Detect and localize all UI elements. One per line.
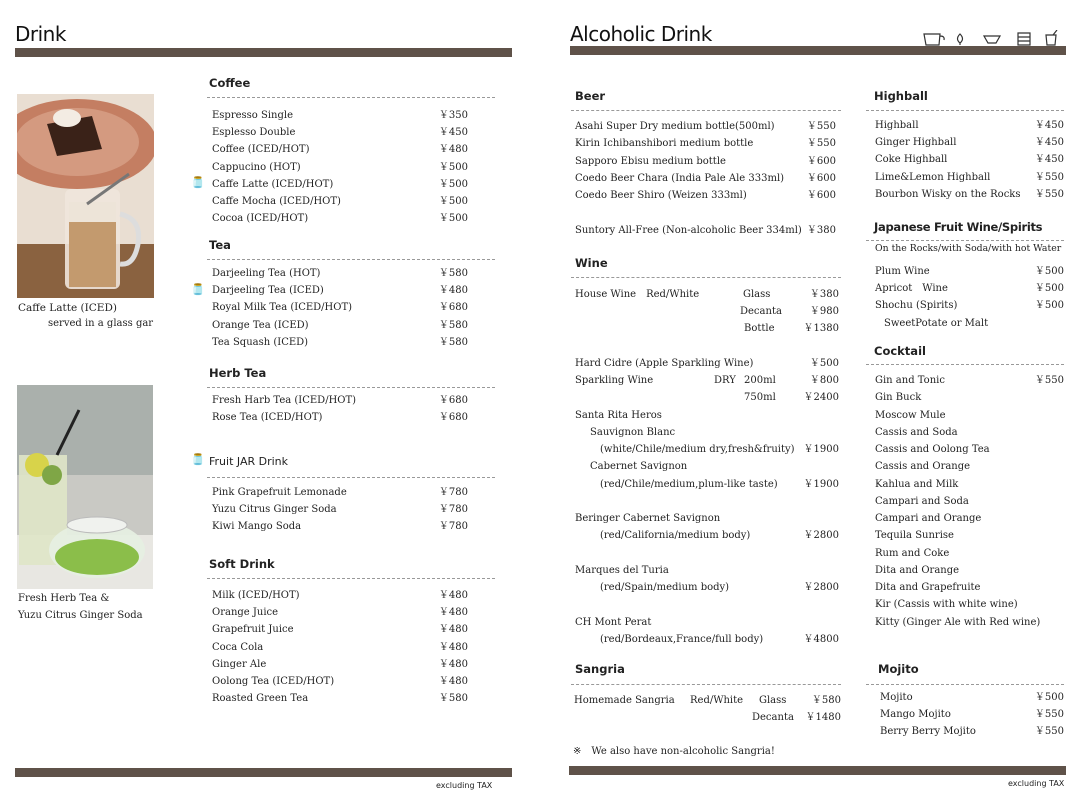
item-price: ￥480 <box>438 285 468 297</box>
herb-caption-line2: Yuzu Citrus Ginger Soda <box>18 610 143 621</box>
menu-row <box>752 695 841 712</box>
menu-row <box>575 225 836 237</box>
item-name: Yuzu Citrus Ginger Soda <box>212 504 337 516</box>
item-price: ￥450 <box>1034 137 1064 149</box>
list-item: Cassis and Oolong Tea <box>875 444 990 455</box>
left-title-bar <box>15 48 512 57</box>
latte-caption-line1: Caffe Latte (ICED) <box>18 302 117 314</box>
sparkling-dry-label: DRY <box>714 375 736 386</box>
item-price: ￥350 <box>438 110 468 121</box>
sangria-note: ※ We also have non-alcoholic Sangria! <box>573 746 775 757</box>
item-name: Kirin Ichibanshibori medium bottle <box>575 138 754 150</box>
item-price: ￥480 <box>438 658 468 670</box>
right-footer-note: excluding TAX <box>1008 779 1065 788</box>
item-size: Decanta <box>752 712 794 724</box>
item-price: ￥780 <box>438 504 468 516</box>
menu-row <box>212 337 468 354</box>
item-price: ￥680 <box>438 395 468 406</box>
menu-row <box>212 110 468 127</box>
highball-heading: Highball <box>874 89 928 103</box>
wine-rule <box>571 277 841 278</box>
item-name: Pink Grapefruit Lemonade <box>212 487 347 498</box>
left-page-title: Drink <box>15 22 66 46</box>
herb-tea-heading: Herb Tea <box>209 366 267 380</box>
item-name: Orange Juice <box>212 607 279 619</box>
menu-row <box>212 144 468 161</box>
left-footer-bar <box>15 768 512 777</box>
item-price: ￥680 <box>438 412 468 424</box>
fruit-wine-note: On the Rocks/with Soda/with hot Water <box>875 243 1062 254</box>
list-item: Dita and Orange <box>875 564 960 576</box>
item-price: ￥500 <box>1034 300 1064 312</box>
cocktail-heading: Cocktail <box>874 344 926 358</box>
item-name: Esplesso Double <box>212 127 296 139</box>
item-price: ￥1900 <box>803 444 839 455</box>
highball-rule <box>866 110 1064 111</box>
item-name: Darjeeling Tea (ICED) <box>212 285 324 297</box>
item-price: ￥550 <box>1034 726 1064 738</box>
menu-row <box>212 412 468 429</box>
menu-row <box>212 268 468 285</box>
list-item: Gin and Tonic <box>875 375 945 386</box>
menu-row <box>212 624 468 641</box>
menu-row <box>575 138 836 155</box>
menu-row <box>212 642 468 659</box>
item-name: Oolong Tea (ICED/HOT) <box>212 675 335 687</box>
item-size: 200ml <box>744 375 776 386</box>
soft-drink-rule <box>207 578 495 579</box>
menu-row <box>212 676 468 693</box>
item-price: ￥800 <box>809 375 839 386</box>
list-item: Kir (Cassis with white wine) <box>875 599 1018 611</box>
menu-row <box>212 395 468 412</box>
menu-row <box>875 120 1064 137</box>
item-name: Caffe Mocha (ICED/HOT) <box>212 195 341 207</box>
fruit-jar-rule <box>207 477 495 478</box>
item-name: Royal Milk Tea (ICED/HOT) <box>212 302 353 314</box>
highball-list <box>875 120 1064 206</box>
menu-row <box>728 323 839 340</box>
sangria-color-label: Red/White <box>690 695 744 706</box>
shochu-sub-note: SweetPotate or Malt <box>884 318 989 329</box>
menu-row <box>575 190 836 207</box>
menu-row <box>212 127 468 144</box>
highball-glass-icon <box>1018 33 1030 45</box>
item-price: ￥500 <box>438 213 468 225</box>
list-item: Dita and Grapefruite <box>875 582 981 593</box>
herb-caption-line1: Fresh Herb Tea & <box>18 593 110 604</box>
item-price: ￥780 <box>438 487 468 498</box>
item-price: ￥1480 <box>805 712 841 724</box>
item-price: ￥1900 <box>803 479 839 490</box>
herb-tea-rule <box>207 387 495 388</box>
menu-row <box>212 659 468 676</box>
menu-row <box>212 196 468 213</box>
item-price: ￥4800 <box>803 634 839 645</box>
item-price: ￥980 <box>809 306 839 318</box>
item-price: ￥580 <box>811 695 841 706</box>
list-item: Rum and Coke <box>875 547 950 559</box>
list-item: Cassis and Soda <box>875 426 958 438</box>
house-wine-label: House Wine Red/White <box>575 289 700 300</box>
item-name: Rose Tea (ICED/HOT) <box>212 412 323 424</box>
menu-row <box>212 320 468 337</box>
item-name: Roasted Green Tea <box>212 693 309 705</box>
item-price: ￥550 <box>1034 709 1064 721</box>
item-name: Plum Wine <box>875 266 930 277</box>
item-price: ￥500 <box>1034 283 1064 295</box>
menu-row <box>212 213 468 230</box>
menu-row <box>212 302 468 319</box>
fruit-jar-list <box>212 487 468 539</box>
item-price: ￥550 <box>806 121 836 132</box>
list-item: Kahlua and Milk <box>875 478 959 490</box>
menu-row <box>880 692 1064 709</box>
item-name: Highball <box>875 120 919 131</box>
jar-icon: 🫙 <box>191 176 205 189</box>
item-name: Coedo Beer Shiro (Weizen 333ml) <box>575 190 747 202</box>
item-price: ￥380 <box>809 289 839 300</box>
item-price: ￥480 <box>438 590 468 601</box>
wine-glass-icon <box>958 34 963 45</box>
item-name: Orange Tea (ICED) <box>212 319 309 331</box>
sparkling-prices <box>744 375 839 409</box>
fruit-wine-heading: Japanese Fruit Wine/Spirits <box>874 220 1043 234</box>
menu-row <box>875 300 1064 317</box>
latte-caption-line2: served in a glass gar <box>48 318 154 329</box>
mojito-list <box>880 692 1064 744</box>
menu-row <box>212 487 468 504</box>
item-price: ￥550 <box>1034 171 1064 183</box>
menu-row <box>212 607 468 624</box>
item-name: Milk (ICED/HOT) <box>212 590 300 601</box>
list-item: Moscow Mule <box>875 409 946 421</box>
beer-glass-icon <box>924 34 944 45</box>
item-price: ￥2800 <box>803 530 839 541</box>
menu-row <box>728 289 839 306</box>
santa-rita-label: Santa Rita Heros <box>575 410 662 421</box>
item-name: Cappucino (HOT) <box>212 161 301 173</box>
menu-row <box>875 266 1064 283</box>
item-price: ￥480 <box>438 641 468 653</box>
item-name: Sapporo Ebisu medium bottle <box>575 155 726 167</box>
menu-row <box>600 634 839 646</box>
list-item: Gin Buck <box>875 392 922 404</box>
item-price: ￥580 <box>438 336 468 348</box>
beer-list <box>575 121 836 207</box>
menu-row <box>875 154 1064 171</box>
item-price: ￥500 <box>438 195 468 207</box>
menu-row <box>600 479 839 491</box>
item-price: ￥1380 <box>803 323 839 335</box>
item-name: Caffe Latte (ICED/HOT) <box>212 178 334 190</box>
cocktail-price: ￥550 <box>1034 375 1064 386</box>
tea-rule <box>207 259 495 260</box>
item-price: ￥500 <box>438 178 468 190</box>
item-size: Decanta <box>740 306 782 318</box>
menu-row <box>875 172 1064 189</box>
item-size: Glass <box>743 289 771 300</box>
item-name: (red/Chile/medium,plum-like taste) <box>600 479 778 490</box>
ch-mont-perat-label: CH Mont Perat <box>575 617 652 628</box>
sangria-rule <box>571 684 841 685</box>
sauvignon-label: Sauvignon Blanc <box>590 427 676 438</box>
menu-row <box>575 121 836 138</box>
item-name: Ginger Ale <box>212 658 267 670</box>
item-name: Hard Cidre (Apple Sparkling Wine) <box>575 358 754 369</box>
tea-heading: Tea <box>209 238 231 252</box>
item-name: (red/Bordeaux,France/full body) <box>600 634 764 645</box>
item-name: Bourbon Wisky on the Rocks <box>875 188 1021 200</box>
item-name: Berry Berry Mojito <box>880 726 976 738</box>
cocktail-list <box>875 375 1041 634</box>
house-wine-prices <box>728 289 839 341</box>
item-price: ￥500 <box>1034 266 1064 277</box>
menu-row <box>600 530 839 542</box>
tea-list <box>212 268 468 354</box>
list-item: Kitty (Ginger Ale with Red wine) <box>875 616 1041 628</box>
item-price: ￥2400 <box>803 392 839 404</box>
item-name: Apricot Wine <box>875 283 948 295</box>
menu-row <box>212 162 468 179</box>
jar-icon: 🫙 <box>191 283 205 296</box>
item-name: Coffee (ICED/HOT) <box>212 144 310 156</box>
cocktail-glass-icon <box>984 36 1000 43</box>
homemade-sangria-label: Homemade Sangria <box>574 695 675 706</box>
item-price: ￥480 <box>438 624 468 636</box>
item-price: ￥480 <box>438 675 468 687</box>
item-name: Mojito <box>880 692 913 703</box>
list-item: Campari and Orange <box>875 513 982 524</box>
item-price: ￥600 <box>806 172 836 184</box>
sparkling-wine-label: Sparkling Wine <box>575 375 654 386</box>
menu-row <box>875 189 1064 206</box>
item-size: Glass <box>759 695 787 706</box>
item-price: ￥580 <box>438 693 468 705</box>
item-price: ￥580 <box>438 319 468 331</box>
item-price: ￥380 <box>806 225 836 236</box>
menu-row <box>752 712 841 729</box>
beer-rule <box>571 110 841 111</box>
fruit-jar-heading: Fruit JAR Drink <box>209 455 288 468</box>
menu-row <box>875 283 1064 300</box>
right-title-bar <box>570 46 1066 55</box>
menu-row <box>212 504 468 521</box>
coffee-rule <box>207 97 495 98</box>
herb-tea-list <box>212 395 468 429</box>
fruit-wine-list <box>875 266 1064 318</box>
item-name: Darjeeling Tea (HOT) <box>212 268 321 279</box>
item-price: ￥480 <box>438 607 468 619</box>
item-price: ￥580 <box>438 268 468 279</box>
menu-row <box>875 137 1064 154</box>
item-name: Coedo Beer Chara (India Pale Ale 333ml) <box>575 172 785 184</box>
item-name: Cocoa (ICED/HOT) <box>212 213 309 225</box>
wine-heading: Wine <box>575 256 608 270</box>
item-name: Espresso Single <box>212 110 294 121</box>
fruit-wine-rule <box>866 240 1064 241</box>
item-price: ￥500 <box>438 161 468 173</box>
item-price: ￥450 <box>438 127 468 139</box>
menu-row <box>212 521 468 538</box>
mojito-heading: Mojito <box>878 662 919 676</box>
menu-row <box>212 590 468 607</box>
item-name: (red/California/medium body) <box>600 530 751 541</box>
menu-row <box>744 392 839 409</box>
herb-tea-photo <box>17 385 153 589</box>
item-name: Coca Cola <box>212 641 264 653</box>
item-name: Tea Squash (ICED) <box>212 336 309 348</box>
item-price: ￥780 <box>438 521 468 533</box>
right-page-title: Alcoholic Drink <box>570 22 712 46</box>
mojito-rule <box>866 684 1064 685</box>
left-footer-note: excluding TAX <box>436 781 493 790</box>
item-name: Grapefruit Juice <box>212 624 294 636</box>
menu-row <box>880 709 1064 726</box>
item-price: ￥680 <box>438 302 468 314</box>
menu-row <box>575 173 836 190</box>
tumbler-icon <box>1046 30 1057 45</box>
item-size: Bottle <box>744 323 775 335</box>
item-price: ￥550 <box>806 138 836 150</box>
item-name: (red/Spain/medium body) <box>600 582 730 593</box>
list-item: Cassis and Orange <box>875 461 971 473</box>
item-price: ￥450 <box>1034 120 1064 131</box>
right-footer-bar <box>569 766 1066 775</box>
item-size: 750ml <box>744 392 776 404</box>
menu-row <box>728 306 839 323</box>
coffee-heading: Coffee <box>209 76 251 90</box>
jar-icon: 🫙 <box>191 453 205 466</box>
item-price: ￥480 <box>438 144 468 156</box>
item-name: Fresh Harb Tea (ICED/HOT) <box>212 395 357 406</box>
menu-row <box>600 444 839 456</box>
item-name: Asahi Super Dry medium bottle(500ml) <box>575 121 775 132</box>
item-price: ￥600 <box>806 155 836 167</box>
item-name: Ginger Highball <box>875 137 957 149</box>
caffe-latte-photo <box>17 94 154 298</box>
menu-row <box>575 156 836 173</box>
beringer-label: Beringer Cabernet Savignon <box>575 513 721 524</box>
cocktail-rule <box>866 364 1064 365</box>
sangria-heading: Sangria <box>575 662 625 676</box>
menu-row <box>744 375 839 392</box>
marques-label: Marques del Turia <box>575 565 669 576</box>
menu-row <box>212 693 468 710</box>
item-name: Shochu (Spirits) <box>875 300 958 312</box>
item-price: ￥500 <box>1034 692 1064 703</box>
glass-icons <box>922 30 1062 46</box>
cabernet-label: Cabernet Savignon <box>590 461 688 472</box>
item-name: (white/Chile/medium dry,fresh&fruity) <box>600 444 795 455</box>
soft-drink-list <box>212 590 468 710</box>
menu-row <box>212 285 468 302</box>
menu-row <box>880 726 1064 743</box>
sangria-prices <box>752 695 841 729</box>
coffee-list <box>212 110 468 230</box>
beer-heading: Beer <box>575 89 606 103</box>
soft-drink-heading: Soft Drink <box>209 557 275 571</box>
item-name: Lime&Lemon Highball <box>875 171 991 183</box>
item-name: Kiwi Mango Soda <box>212 521 302 533</box>
item-name: Suntory All-Free (Non-alcoholic Beer 334ml) <box>575 225 802 236</box>
item-name: Mango Mojito <box>880 709 951 721</box>
list-item: Tequila Sunrise <box>875 530 954 542</box>
item-price: ￥600 <box>806 190 836 202</box>
item-price: ￥500 <box>809 358 839 369</box>
item-price: ￥450 <box>1034 154 1064 166</box>
menu-row <box>600 582 839 594</box>
list-item: Campari and Soda <box>875 495 969 507</box>
menu-row <box>575 358 839 370</box>
menu-row <box>212 179 468 196</box>
item-price: ￥550 <box>1034 188 1064 200</box>
item-name: Coke Highball <box>875 154 948 166</box>
item-price: ￥2800 <box>803 582 839 593</box>
